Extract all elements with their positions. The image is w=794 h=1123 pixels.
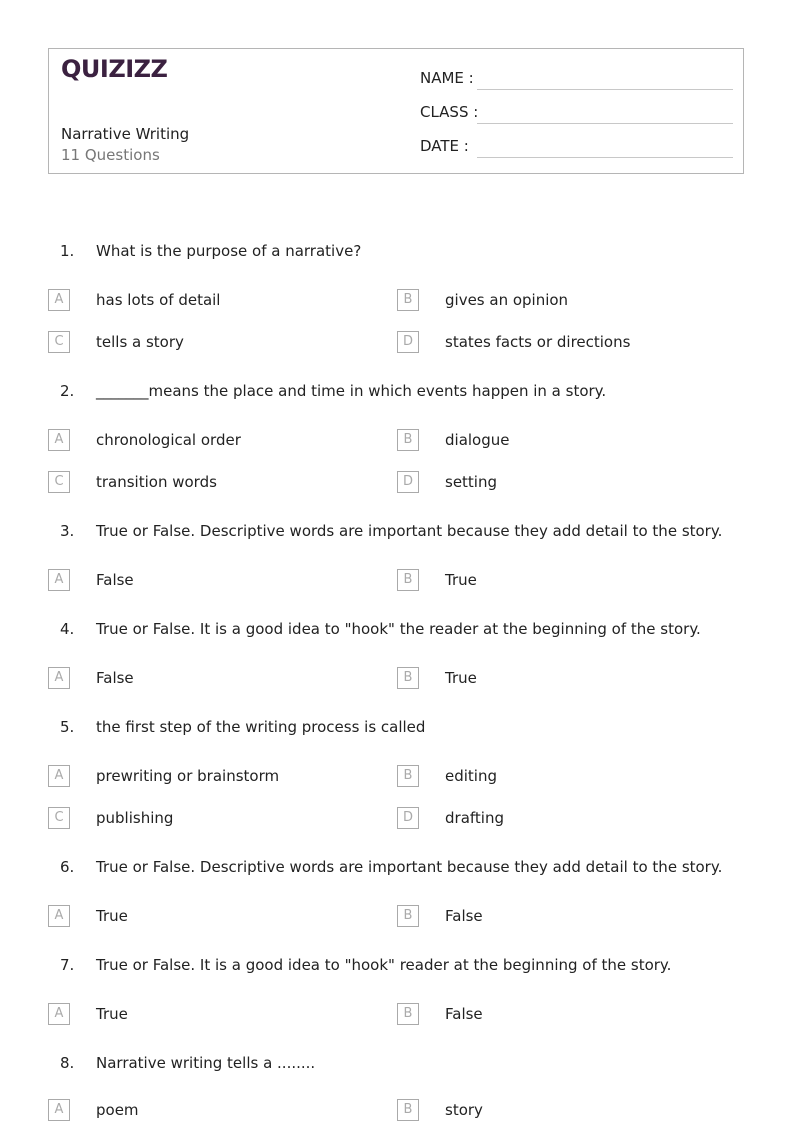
option-letter-box[interactable]: D [397,471,419,493]
option-text: tells a story [96,333,184,351]
option-text: publishing [96,809,174,827]
option-text: False [96,669,134,687]
option-text: True [96,907,128,925]
question-1 [0,242,794,266]
option-letter-box[interactable]: B [397,1003,419,1025]
option-text: transition words [96,473,217,491]
option-text: True [96,1005,128,1023]
question-number: 5. [60,718,75,736]
option-letter-box[interactable]: A [48,1099,70,1121]
option-text: drafting [445,809,504,827]
option-letter-box[interactable]: A [48,667,70,689]
question-number: 2. [60,382,75,400]
question-number: 1. [60,242,75,260]
option-text: True [445,571,477,589]
option-letter-box[interactable]: B [397,765,419,787]
option-letter-box[interactable]: C [48,471,70,493]
option-text: True [445,669,477,687]
question-text: True or False. Descriptive words are important because they add detail to the story. [96,858,723,876]
option-text: editing [445,767,497,785]
option-letter-box[interactable]: B [397,289,419,311]
option-letter-box[interactable]: A [48,765,70,787]
quizizz-logo: QUIZIZZ [61,55,168,83]
option-text: chronological order [96,431,241,449]
option-letter-box[interactable]: A [48,429,70,451]
question-text: True or False. It is a good idea to "hook" the reader at the beginning of the story. [96,620,701,638]
option-letter-box[interactable]: C [48,331,70,353]
option-text: False [96,571,134,589]
option-letter-box[interactable]: D [397,331,419,353]
option-text: states facts or directions [445,333,631,351]
name-label: NAME : [420,69,474,87]
option-letter-box[interactable]: A [48,1003,70,1025]
option-letter-box[interactable]: B [397,429,419,451]
question-number: 8. [60,1054,75,1072]
option-text: gives an opinion [445,291,569,309]
option-letter-box[interactable]: D [397,807,419,829]
option-letter-box[interactable]: B [397,569,419,591]
date-label: DATE : [420,137,469,155]
question-text: True or False. Descriptive words are important because they add detail to the story. [96,522,723,540]
question-text: What is the purpose of a narrative? [96,242,362,260]
question-text: Narrative writing tells a ........ [96,1054,316,1072]
option-text: dialogue [445,431,510,449]
option-text: False [445,1005,483,1023]
question-text: the first step of the writing process is called [96,718,426,736]
question-6 [0,858,794,882]
option-letter-box[interactable]: C [48,807,70,829]
question-number: 7. [60,956,75,974]
option-text: False [445,907,483,925]
worksheet-header [48,48,744,174]
question-count: 11 Questions [61,146,160,164]
question-number: 6. [60,858,75,876]
option-letter-box[interactable]: B [397,1099,419,1121]
question-8 [0,1054,794,1078]
option-letter-box[interactable]: A [48,289,70,311]
question-number: 3. [60,522,75,540]
option-text: poem [96,1101,139,1119]
option-letter-box[interactable]: A [48,905,70,927]
question-5 [0,718,794,742]
option-letter-box[interactable]: B [397,667,419,689]
question-number: 4. [60,620,75,638]
option-text: setting [445,473,498,491]
worksheet-title: Narrative Writing [61,125,190,143]
question-3 [0,522,794,546]
name-line[interactable] [477,89,733,90]
option-letter-box[interactable]: A [48,569,70,591]
option-letter-box[interactable]: B [397,905,419,927]
option-text: prewriting or brainstorm [96,767,280,785]
date-line[interactable] [477,157,733,158]
question-text: _______means the place and time in which events happen in a story. [96,382,607,400]
option-text: story [445,1101,483,1119]
question-text: True or False. It is a good idea to "hook" reader at the beginning of the story. [96,956,672,974]
question-2 [0,382,794,406]
question-7 [0,956,794,980]
class-label: CLASS : [420,103,479,121]
option-text: has lots of detail [96,291,221,309]
question-4 [0,620,794,644]
class-line[interactable] [477,123,733,124]
